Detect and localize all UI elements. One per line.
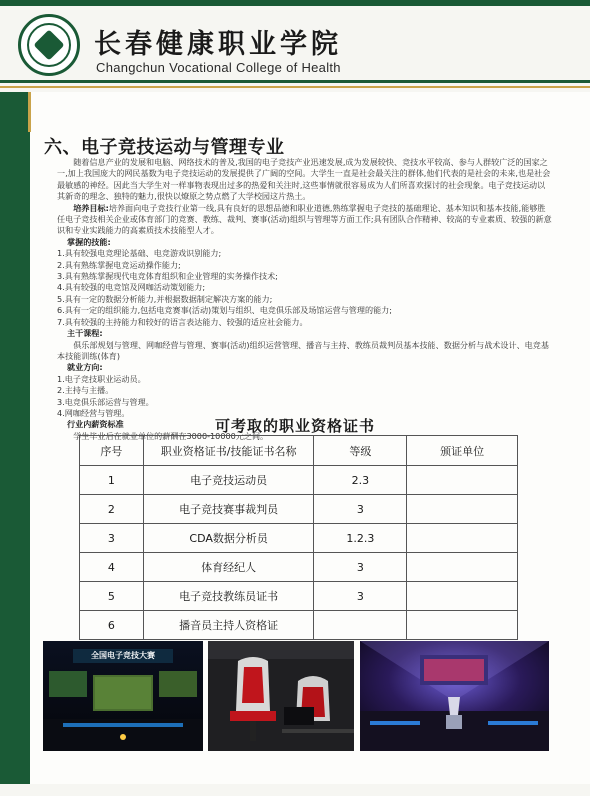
cell-index: 6 bbox=[80, 611, 144, 640]
cell-name: 电子竞技运动员 bbox=[143, 466, 314, 495]
cell-name: 电子竞技教练员证书 bbox=[143, 582, 314, 611]
college-logo bbox=[18, 14, 80, 76]
cell-name: CDA数据分析员 bbox=[143, 524, 314, 553]
cell-index: 3 bbox=[80, 524, 144, 553]
photo1-banner-text: 全国电子竞技大赛 bbox=[91, 651, 155, 660]
photo-esports-arena bbox=[360, 641, 549, 751]
job-item: 3.电竞俱乐部运营与管理。 bbox=[57, 396, 154, 407]
header-stripe-green bbox=[0, 80, 590, 83]
cert-table-title: 可考取的职业资格证书 bbox=[214, 417, 375, 435]
skill-item: 2.具有熟练掌握电竞运动操作能力; bbox=[57, 259, 181, 270]
table-row bbox=[80, 466, 518, 495]
section-body bbox=[57, 157, 552, 442]
cert-table bbox=[79, 435, 518, 640]
skill-item: 4.具有较强的电竞馆及网咖活动策划能力; bbox=[57, 282, 206, 293]
cell-issuer bbox=[407, 582, 518, 611]
header-top-bar bbox=[0, 0, 590, 6]
header-cell-index: 序号 bbox=[80, 436, 144, 466]
intro-paragraph: 随着信息产业的发展和电脑、网络技术的普及,我国的电子竞技产业迅速发展,成为发展较快、竞技水平较高、参与人群较广泛的国家之一,加上我国庞大的网民基数为电子竞技运动的发展提供了广阔的空间。大学生一直是社会最关注的群体,他们代表的是社会的未来,也是社会最敏感的神经。因此当大学生对一样事物表现出过多的热爱和关注时,这些事情就很容易成为人们所喜欢探讨的社会现象。电子竞技运动以其新奇的理念、独特的魅力,很快以燎原之势点燃了大学校园这片热土。 bbox=[57, 157, 551, 202]
logo-emblem-icon bbox=[33, 29, 64, 60]
cell-level: 2.3 bbox=[314, 466, 407, 495]
skill-item: 7.具有较强的主持能力和较好的语言表达能力、较强的适应社会能力。 bbox=[57, 316, 308, 327]
table-row bbox=[80, 582, 518, 611]
cell-issuer bbox=[407, 611, 518, 640]
table-row bbox=[80, 524, 518, 553]
cell-name: 电子竞技赛事裁判员 bbox=[143, 495, 314, 524]
salary-label: 行业内薪资标准 bbox=[67, 419, 124, 430]
job-item: 4.网咖经营与管理。 bbox=[57, 407, 130, 418]
photo-gaming-chair bbox=[208, 641, 354, 751]
cell-name: 播音员主持人资格证 bbox=[143, 611, 314, 640]
cell-issuer bbox=[407, 553, 518, 582]
cell-issuer bbox=[407, 466, 518, 495]
left-edge-band bbox=[0, 92, 30, 796]
cell-level: 1.2.3 bbox=[314, 524, 407, 553]
arena-trophy-icon bbox=[360, 641, 549, 751]
cell-index: 4 bbox=[80, 553, 144, 582]
table-row bbox=[80, 611, 518, 640]
table-row bbox=[80, 495, 518, 524]
skill-item: 6.具有一定的组织能力,包括电竞赛事(活动)策划与组织、电竞俱乐部及场馆运营与管理的能力; bbox=[57, 305, 392, 316]
table-header-row bbox=[80, 436, 518, 466]
skills-label: 掌握的技能: bbox=[67, 236, 111, 247]
page-footer bbox=[0, 784, 590, 796]
cell-level: 3 bbox=[314, 582, 407, 611]
cell-issuer bbox=[407, 495, 518, 524]
cell-index: 2 bbox=[80, 495, 144, 524]
job-item: 2.主持与主播。 bbox=[57, 385, 114, 396]
table-row bbox=[80, 553, 518, 582]
skill-item: 5.具有一定的数据分析能力,并根据数据制定解决方案的能力; bbox=[57, 293, 273, 304]
skill-item: 1.具有较强电竞理论基础、电竞游戏识别能力; bbox=[57, 248, 222, 259]
photo-esports-stage bbox=[43, 641, 203, 751]
goal-label: 培养目标: bbox=[73, 202, 109, 213]
cell-issuer bbox=[407, 524, 518, 553]
header-stripe-gold bbox=[0, 86, 590, 88]
header-cell-level: 等级 bbox=[314, 436, 407, 466]
gaming-chair-icon bbox=[208, 641, 354, 751]
cell-name: 体育经纪人 bbox=[143, 553, 314, 582]
cell-level: 3 bbox=[314, 495, 407, 524]
header-cell-name: 职业资格证书/技能证书名称 bbox=[143, 436, 314, 466]
section-title: 六、电子竞技运动与管理专业 bbox=[44, 137, 285, 158]
cell-level: 3 bbox=[314, 553, 407, 582]
college-name-cn: 长春健康职业学院 bbox=[94, 29, 342, 60]
logo-inner-ring bbox=[27, 23, 71, 67]
header-cell-issuer: 颁证单位 bbox=[407, 436, 518, 466]
courses-text: 俱乐部规划与管理、网咖经营与管理、赛事(活动)组织运营管理、播音与主持、教练员裁判员基本技能、数据分析与战术设计、电竞基本技能训练(体育) bbox=[57, 339, 549, 361]
goal-text: 培养面向电子竞技行业第一线,具有良好的思想品德和职业道德,熟练掌握电子竞技的基础理论、基本知识和基本技能,能够胜任电子竞技相关企业或体育部门的竞赛、教练、裁判、赛事(活动)组织与管理等方面工作;具有团队合作精神、较高的专业素质、较强的新意识和专业实践能力的高素质技术技能型人才。 bbox=[57, 202, 552, 236]
salary-text: 学生毕业后在就业单位的薪酬在3000-10000元之间。 bbox=[73, 430, 269, 441]
goal-paragraph bbox=[57, 203, 552, 237]
college-name-en: Changchun Vocational College of Health bbox=[96, 60, 341, 75]
page-header bbox=[0, 0, 590, 92]
jobs-label: 就业方向: bbox=[67, 362, 103, 373]
cell-level bbox=[314, 611, 407, 640]
left-edge-gold-accent bbox=[28, 92, 31, 132]
header-stripes bbox=[0, 80, 590, 92]
cell-index: 1 bbox=[80, 466, 144, 495]
skill-item: 3.具有熟练掌握现代电竞体育组织和企业管理的实务操作技术; bbox=[57, 271, 278, 282]
job-item: 1.电子竞技职业运动员。 bbox=[57, 373, 146, 384]
courses-label: 主干课程: bbox=[67, 328, 103, 339]
cell-index: 5 bbox=[80, 582, 144, 611]
